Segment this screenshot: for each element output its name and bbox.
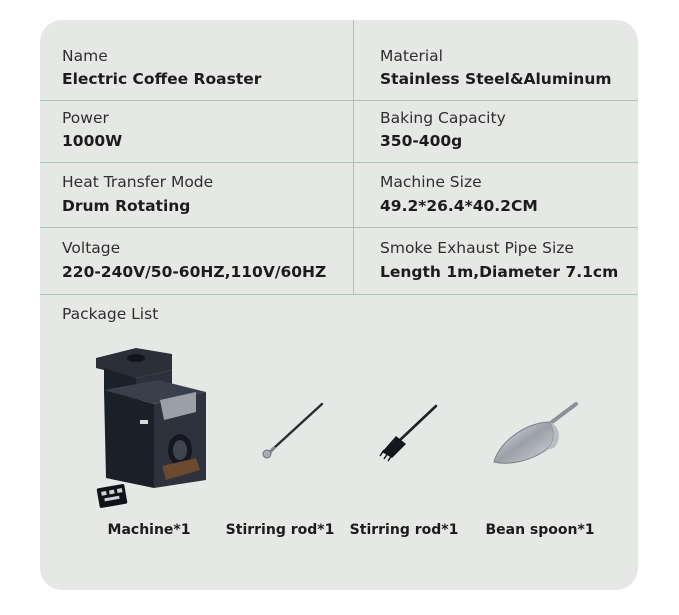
spec-value: Stainless Steel&Aluminum — [380, 70, 612, 88]
spec-label: Name — [62, 47, 108, 65]
coffee-roaster-machine-icon — [84, 340, 214, 510]
package-item-caption: Bean spoon*1 — [485, 522, 595, 538]
spec-row-power — [40, 101, 638, 163]
package-list-title: Package List — [62, 305, 159, 323]
spec-label: Power — [62, 109, 109, 127]
spec-table — [40, 20, 638, 295]
spec-value: Electric Coffee Roaster — [62, 70, 262, 88]
spec-value: Drum Rotating — [62, 197, 191, 215]
spec-cell-size — [354, 163, 638, 227]
spec-label: Heat Transfer Mode — [62, 173, 214, 191]
spec-card — [40, 20, 638, 590]
spec-cell-material — [354, 20, 638, 100]
package-item-stirring-rod — [220, 340, 340, 538]
package-item-caption: Stirring rod*1 — [225, 522, 335, 538]
package-item-caption: Machine*1 — [107, 522, 191, 538]
spec-value: 1000W — [62, 132, 123, 150]
spec-label: Voltage — [62, 239, 121, 257]
spec-row-voltage — [40, 228, 638, 295]
package-item-caption: Stirring rod*1 — [349, 522, 459, 538]
package-item-bean-spoon — [470, 340, 610, 538]
bean-scoop-icon — [470, 340, 610, 510]
brush-rod-icon — [344, 340, 464, 510]
spec-cell-heat-mode — [40, 163, 354, 227]
package-item-machine — [84, 340, 214, 538]
spec-value: 49.2*26.4*40.2CM — [380, 197, 538, 215]
spec-cell-capacity — [354, 101, 638, 162]
spec-value: 350-400g — [380, 132, 463, 150]
spec-value: Length 1m,Diameter 7.1cm — [380, 263, 619, 281]
spec-label: Baking Capacity — [380, 109, 506, 127]
spec-cell-name — [40, 20, 354, 100]
stirring-rod-icon — [220, 340, 340, 510]
spec-label: Smoke Exhaust Pipe Size — [380, 239, 574, 257]
spec-cell-exhaust — [354, 228, 638, 294]
spec-cell-power — [40, 101, 354, 162]
spec-row-heat — [40, 163, 638, 228]
spec-cell-voltage — [40, 228, 354, 294]
spec-label: Machine Size — [380, 173, 482, 191]
spec-row-name — [40, 20, 638, 101]
package-item-brush — [344, 340, 464, 538]
spec-value: 220-240V/50-60HZ,110V/60HZ — [62, 263, 327, 281]
spec-label: Material — [380, 47, 443, 65]
